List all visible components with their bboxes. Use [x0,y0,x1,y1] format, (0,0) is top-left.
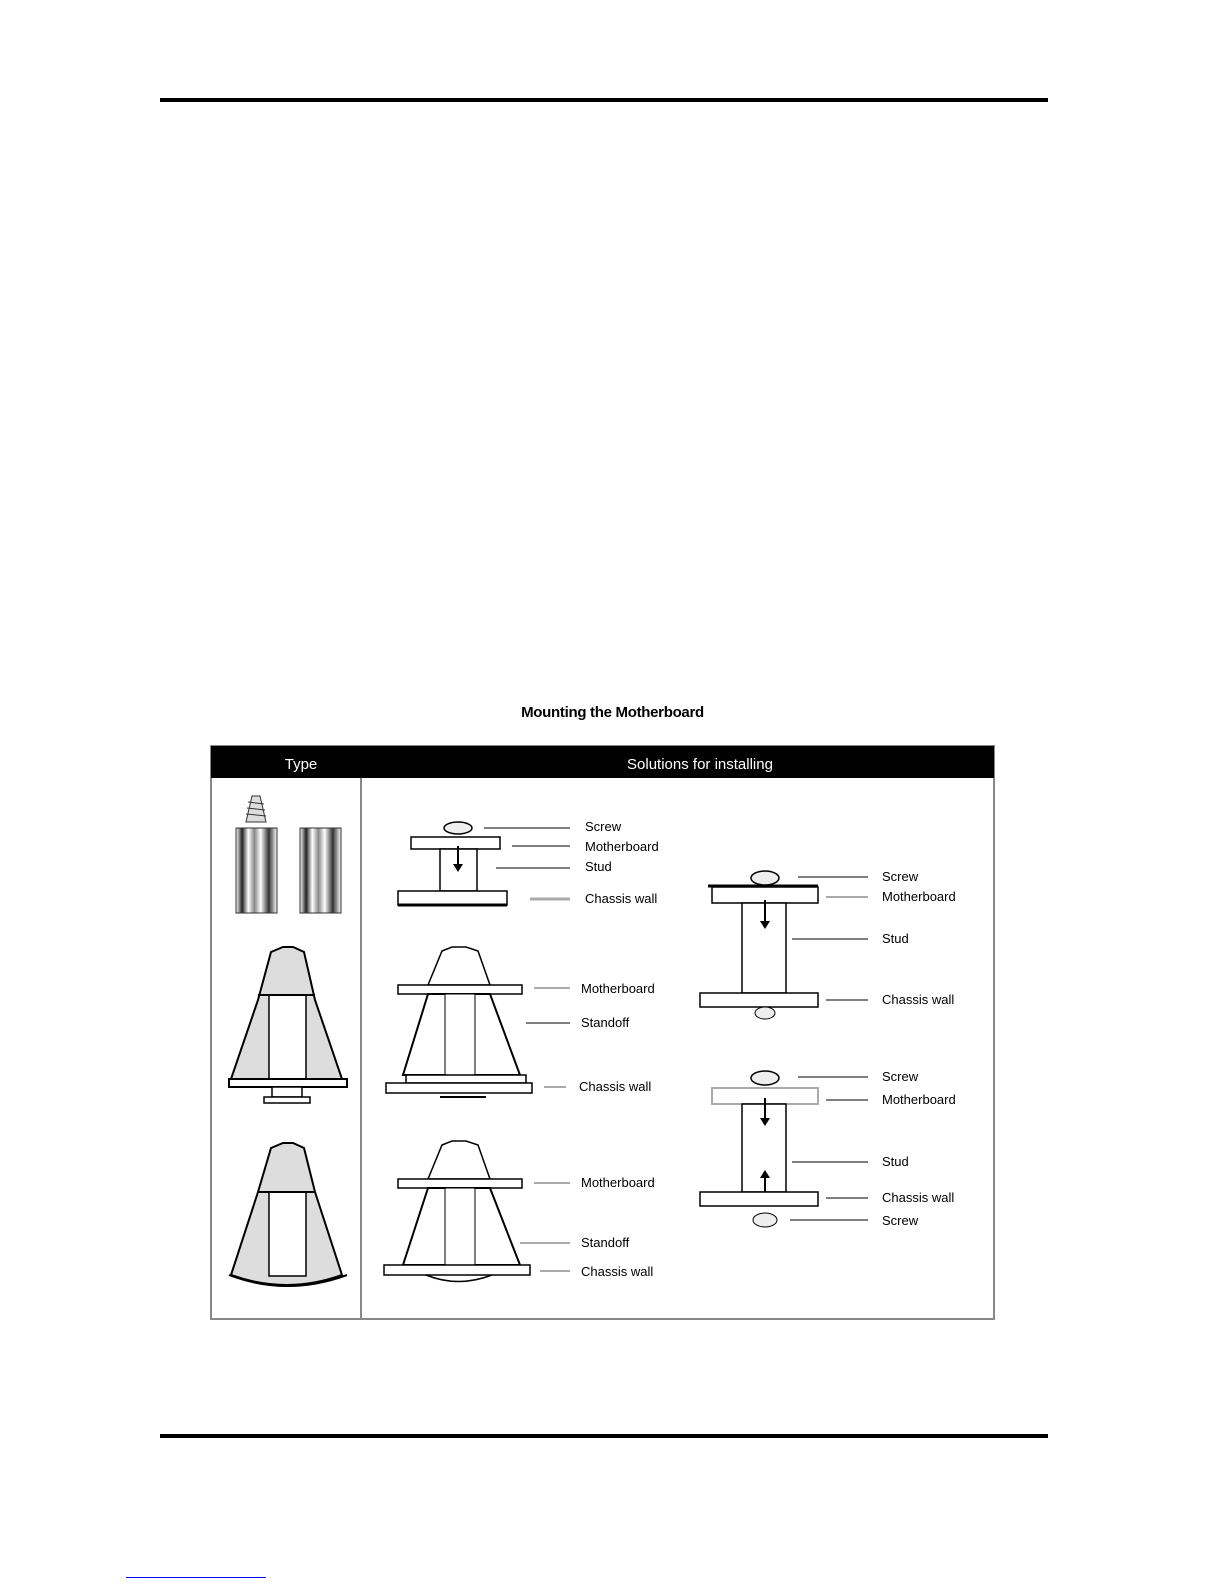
d1-label-motherboard: Motherboard [585,839,659,854]
figure-caption: Mounting the Motherboard [521,704,704,721]
d5-label-screw-top: Screw [882,1069,919,1084]
diagram-stud-double-screw [700,1069,956,1228]
d5-label-stud: Stud [882,1154,909,1169]
d5-label-chassis-wall: Chassis wall [882,1190,955,1205]
bottom-rule [160,1434,1048,1438]
d5-label-screw-bottom: Screw [882,1213,919,1228]
d4-label-stud: Stud [882,931,909,946]
d4-label-chassis-wall: Chassis wall [882,992,955,1007]
type-stud-threaded-icon [236,796,277,913]
d1-label-chassis-wall: Chassis wall [585,891,658,906]
page-link-underline[interactable] [126,1577,266,1578]
diagram-stud-screw-small [398,819,659,906]
diagram-standoff-curved [384,1141,655,1282]
d3-label-motherboard: Motherboard [581,1175,655,1190]
header-solutions: Solutions for installing [627,756,773,773]
type-stud-plain-icon [300,828,341,913]
d5-label-motherboard: Motherboard [882,1092,956,1107]
d1-label-stud: Stud [585,859,612,874]
type-standoff-base-icon [229,947,347,1103]
diagram-stud-screw-tall [700,869,956,1019]
type-standoff-curved-icon [229,1143,347,1286]
d3-label-standoff: Standoff [581,1235,630,1250]
d2-label-motherboard: Motherboard [581,981,655,996]
d4-label-motherboard: Motherboard [882,889,956,904]
diagram-standoff-base [386,947,655,1097]
d2-label-chassis-wall: Chassis wall [579,1079,652,1094]
d4-label-screw: Screw [882,869,919,884]
d3-label-chassis-wall: Chassis wall [581,1264,654,1279]
header-type: Type [284,756,318,773]
d2-label-standoff: Standoff [581,1015,630,1030]
table-header-bar [211,746,994,778]
d1-label-screw: Screw [585,819,622,834]
